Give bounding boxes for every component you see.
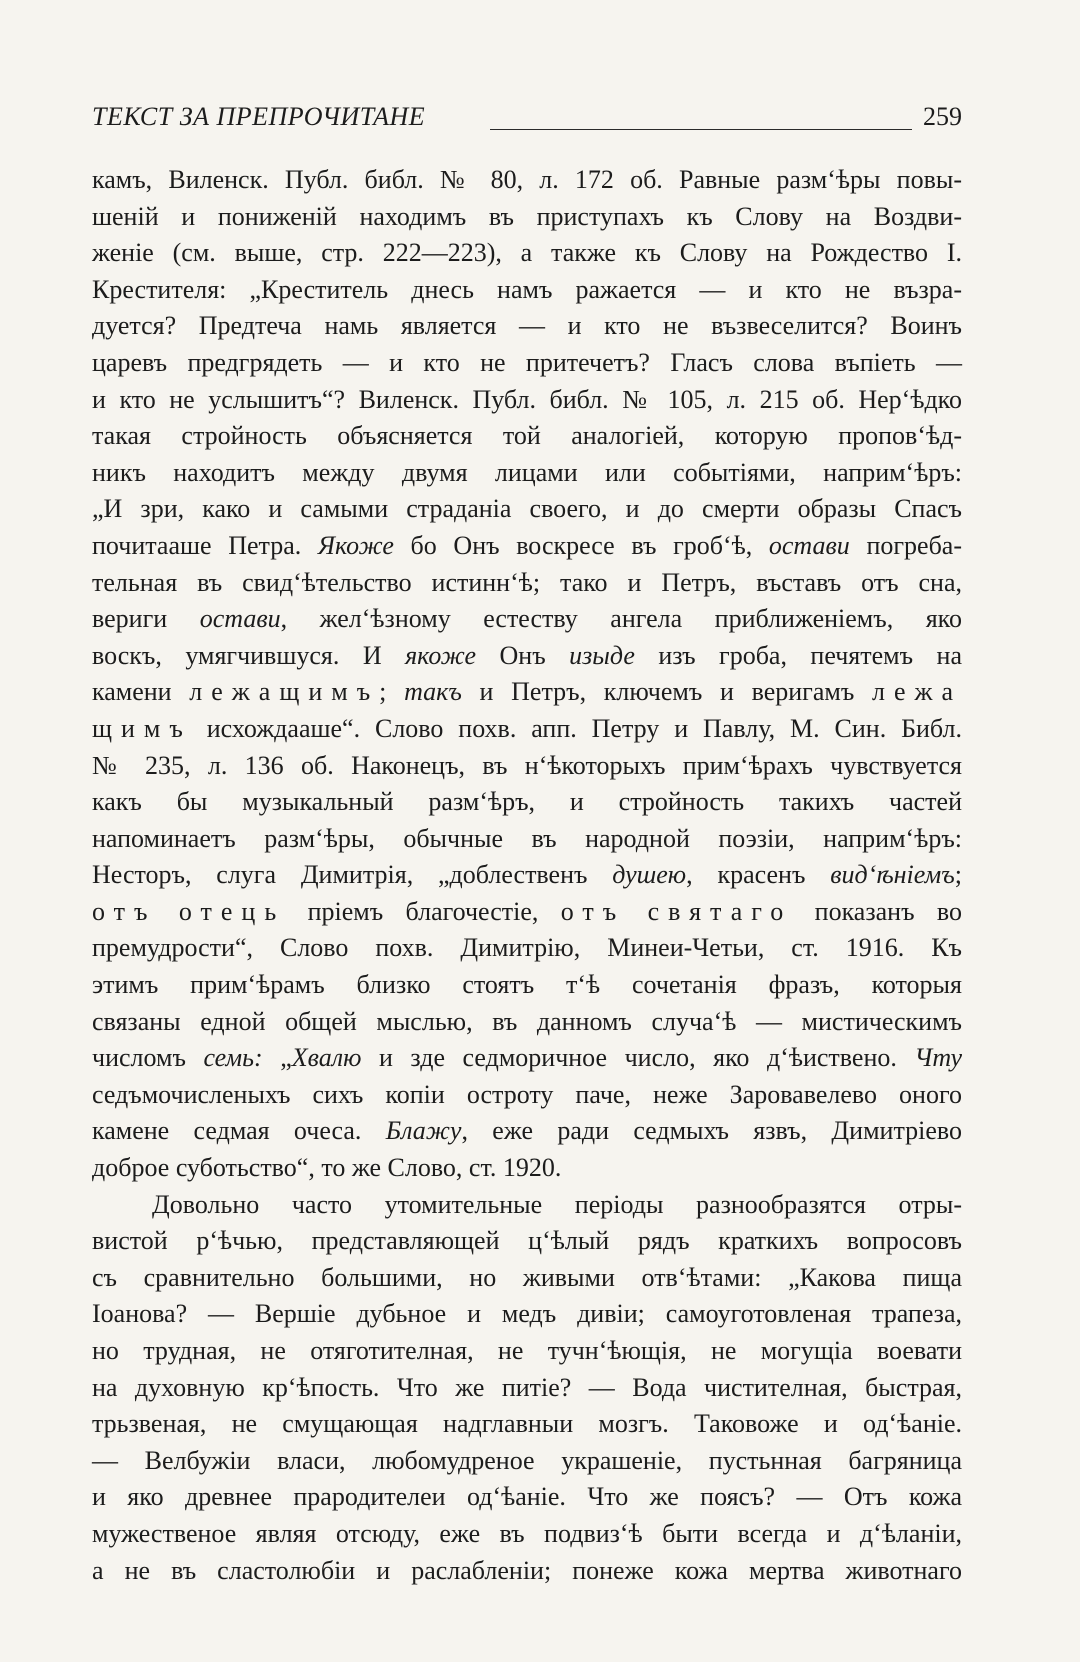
italic-text: остави: [199, 604, 281, 634]
text-line: [92, 821, 962, 858]
text-line: [92, 418, 962, 455]
text-line: [92, 1443, 962, 1480]
text-segment: женіе (см. выше, стр. 222—223), а также къ Слову на Рождество І.: [92, 238, 962, 268]
text-line: [92, 1479, 962, 1516]
text-line: [92, 1150, 962, 1187]
text-segment: шеній и пониженій находимъ въ приступахъ къ Слову на Воздви-: [92, 201, 962, 231]
italic-text: якоже: [405, 640, 477, 670]
text-segment: съ сравнительно большими, но живыми отв‘ѣтами: „Какова пища: [92, 1262, 962, 1292]
text-line: [92, 345, 962, 382]
italic-text: Чту: [914, 1043, 962, 1073]
text-line: [92, 308, 962, 345]
text-segment: но трудная, не отяготителная, не тучн‘ѣющія, не могущіа воевати: [92, 1336, 962, 1365]
italic-text: изыде: [569, 640, 635, 670]
header-rule: [490, 129, 912, 130]
text-segment: пріемъ благочестіе,: [285, 896, 561, 926]
text-line: [92, 1260, 962, 1297]
text-line: [92, 930, 962, 967]
spaced-text: отець: [178, 896, 286, 926]
italic-text: Хвалю: [291, 1043, 362, 1073]
text-segment: этимъ прим‘ѣрамъ близко стоятъ т‘ѣ сочетанія фразъ, которыя: [92, 970, 962, 1000]
text-line: [92, 601, 962, 638]
text-segment: премудрости“, Слово похв. Димитрію, Минеи-Четьи, ст. 1916. Къ: [92, 933, 962, 963]
spaced-text: лежащимъ: [189, 677, 380, 707]
text-segment: погреба-: [849, 530, 963, 560]
spaced-text: лежа: [871, 677, 962, 707]
text-segment: а не въ сластолюбіи и раслабленіи; понеже кожа мертва животнаго: [92, 1555, 962, 1585]
text-segment: мужественое являя отсюду, еже въ подвиз‘ѣ быти всегда и д‘ѣланіи,: [92, 1518, 962, 1548]
text-line: [92, 1553, 962, 1590]
text-line: [92, 1004, 962, 1041]
text-line: [92, 491, 962, 528]
text-segment: , красенъ: [686, 860, 831, 890]
text-segment: [156, 897, 178, 926]
running-header: [92, 98, 962, 138]
text-segment: вистой р‘ѣчью, представляющей ц‘ѣлый рядъ краткихъ вопросовъ: [92, 1226, 962, 1256]
text-segment: Несторъ, слуга Димитрія, „доблественъ: [92, 860, 613, 890]
text-segment: седъмочисленыхъ сихъ копіи остроту паче, неже Зарoвавелево оного: [92, 1079, 962, 1109]
text-segment: трьзвеная, не смущающая надглавныи мозгъ. Таковоже и од‘ѣаніе.: [92, 1409, 962, 1439]
text-segment: ;: [379, 677, 405, 707]
italic-text: остави: [768, 530, 850, 560]
text-segment: , еже ради седмыхъ язвъ, Димитріево: [461, 1116, 962, 1146]
text-segment: [625, 897, 647, 926]
text-segment: Онъ: [476, 640, 570, 670]
text-segment: дуется? Предтеча намь является — и кто не възвеселится? Воинъ: [92, 311, 962, 341]
text-segment: Крестителя: „Креститель днесь намъ ражается — и кто не възра-: [92, 274, 962, 304]
text-segment: на духовную кр‘ѣпость. Что же питіе? — Вода чистителная, быстрая,: [92, 1372, 962, 1402]
italic-text: вид‘ѣніемъ: [830, 860, 955, 890]
text-segment: исхождааше“. Слово похв. апп. Петру и Павлу, М. Син. Библ.: [191, 713, 962, 743]
text-line: [92, 382, 962, 419]
text-line: [92, 272, 962, 309]
italic-text: семь:: [203, 1043, 263, 1073]
text-line: [92, 565, 962, 602]
text-segment: ;: [954, 860, 962, 890]
text-segment: „И зри, како и самыми страданіа своего, и до смерти образы Спасъ: [92, 494, 962, 524]
text-segment: и кто не услышитъ“? Виленск. Публ. библ. № 105, л. 215 об. Нер‘ѣдко: [92, 384, 962, 414]
text-line: [92, 455, 962, 492]
text-line: [92, 1077, 962, 1114]
text-line: [92, 784, 962, 821]
text-segment: числомъ: [92, 1043, 204, 1073]
text-segment: связаны едной общей мыслью, въ данномъ случа‘ѣ — мистическимъ: [92, 1006, 962, 1036]
text-segment: камъ, Виленск. Публ. библ. № 80, л. 172 об. Равные разм‘ѣры повы-: [92, 165, 962, 194]
text-segment: — Велбужіи власи, любомудреное украшеніе, пустьнная багряница: [92, 1445, 962, 1475]
text-line: [92, 638, 962, 675]
text-line: [92, 1333, 962, 1370]
text-segment: доброе суботьство“, то же Слово, ст. 1920.: [92, 1153, 562, 1183]
running-title: ТЕКСТ ЗА ПРЕПРОЧИТАНЕ: [92, 102, 426, 131]
body-text: [92, 162, 962, 1589]
text-segment: „: [262, 1043, 292, 1073]
text-segment: воскъ, умягчившуся. И: [92, 640, 406, 670]
text-line: [92, 1113, 962, 1150]
text-segment: и яко древнее прародителеи од‘ѣаніе. Что же поясъ? — Отъ кожа: [92, 1482, 962, 1512]
text-line: [92, 528, 962, 565]
text-segment: тельная въ свид‘ѣтельство истинн‘ѣ; тако и Петръ, въставъ отъ сна,: [92, 567, 962, 597]
text-line: [92, 1516, 962, 1553]
spaced-text: отъ: [560, 896, 626, 926]
italic-text: Блажу: [385, 1116, 462, 1146]
text-line: [92, 235, 962, 272]
spaced-text: щимъ: [92, 713, 192, 743]
text-line: [92, 857, 962, 894]
text-segment: камени: [92, 677, 190, 707]
text-line: [92, 1223, 962, 1260]
text-line: [92, 1040, 962, 1077]
text-line: [92, 199, 962, 236]
text-segment: и Петръ, ключемъ и веригамъ: [461, 677, 872, 707]
text-segment: , жел‘ѣзному естеству ангела приближеніемъ, яко: [280, 604, 962, 634]
text-segment: изъ гроба, печятемъ на: [634, 640, 962, 670]
text-segment: показанъ во: [792, 896, 962, 926]
text-segment: камене седмая очеса.: [92, 1116, 386, 1146]
text-line: [92, 967, 962, 1004]
text-line: [92, 1370, 962, 1407]
text-segment: Іоанова? — Вершіе дубьное и медъ дивіи; самоуготовленая трапеза,: [92, 1299, 962, 1329]
text-line: [92, 1187, 962, 1224]
text-segment: напоминаетъ разм‘ѣры, обычные въ народной поэзіи, наприм‘ѣръ:: [92, 823, 962, 853]
spaced-text: святаго: [647, 896, 793, 926]
text-segment: такая стройность объясняется той аналогіей, которую пропов‘ѣд-: [92, 421, 962, 451]
text-line: [92, 748, 962, 785]
text-line: [92, 162, 962, 199]
italic-text: душею: [612, 860, 687, 890]
text-segment: вериги: [92, 604, 200, 634]
text-segment: бо Онъ воскресе въ гроб‘ѣ,: [393, 530, 769, 560]
text-segment: какъ бы музыкальный разм‘ѣръ, и стройность такихъ частей: [92, 787, 962, 817]
text-segment: царевъ предгрядеть — и кто не притечетъ? Гласъ слова въпіеть —: [92, 347, 962, 377]
text-line: [92, 711, 962, 748]
text-line: [92, 674, 962, 711]
text-segment: почитааше Петра.: [92, 530, 318, 560]
text-line: [92, 1406, 962, 1443]
text-segment: и зде седморичное число, яко д‘ѣиствено.: [361, 1043, 915, 1073]
page-number: 259: [923, 102, 962, 131]
spaced-text: отъ: [92, 896, 157, 926]
italic-text: такъ: [404, 677, 462, 707]
italic-text: Якоже: [317, 530, 394, 560]
text-segment: никъ находитъ между двумя лицами или событіями, наприм‘ѣръ:: [92, 457, 962, 487]
text-segment: Довольно часто утомительные періоды разнообразятся отры-: [152, 1189, 962, 1219]
text-segment: № 235, л. 136 об. Наконецъ, въ н‘ѣкоторыхъ прим‘ѣрахъ чувствуется: [92, 750, 962, 780]
text-line: [92, 1296, 962, 1333]
text-line: [92, 894, 962, 931]
